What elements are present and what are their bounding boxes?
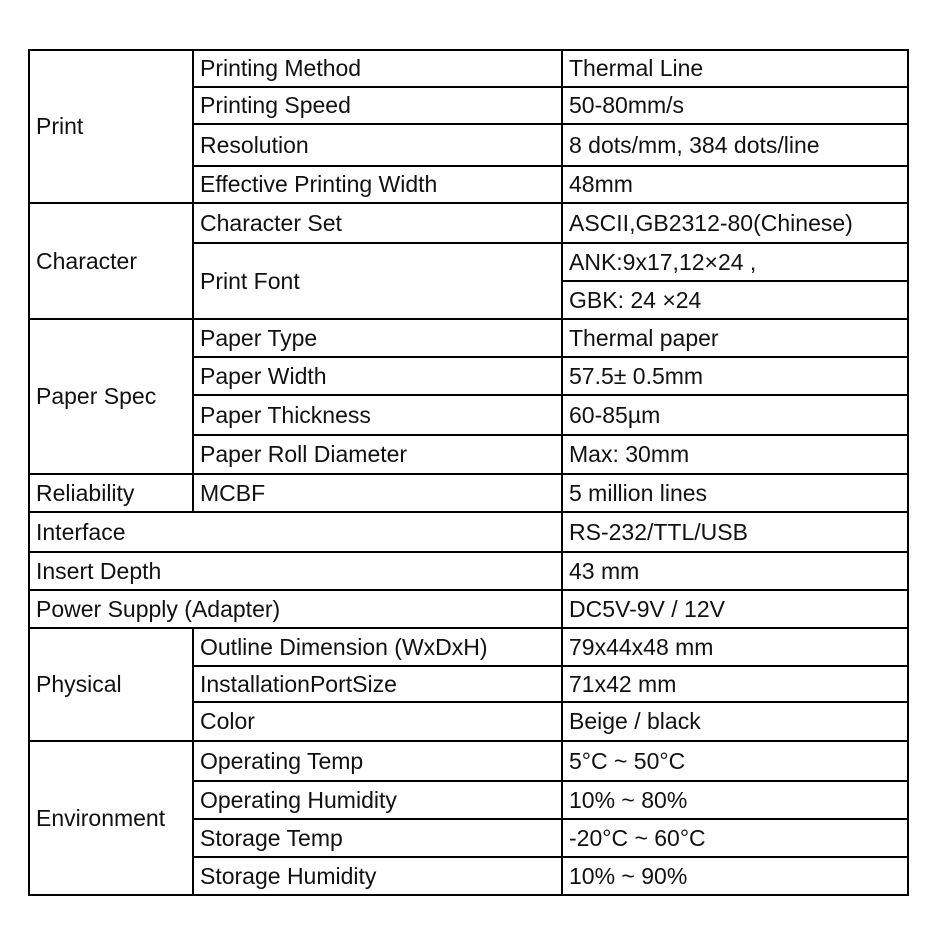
spec-value: 10% ~ 90% (562, 857, 908, 895)
table-row (29, 319, 908, 357)
spec-item: Printing Method (193, 50, 562, 87)
table-row (29, 552, 908, 590)
spec-item: Color (193, 702, 562, 741)
category-print: Print (29, 50, 193, 203)
spec-value: Max: 30mm (562, 435, 908, 474)
category-reliability: Reliability (29, 474, 193, 512)
table-row (29, 628, 908, 666)
spec-value: Thermal paper (562, 319, 908, 357)
spec-item: Printing Speed (193, 87, 562, 124)
spec-item: Resolution (193, 124, 562, 166)
spec-item: Effective Printing Width (193, 166, 562, 203)
spec-value: RS-232/TTL/USB (562, 512, 908, 552)
table-row (29, 50, 908, 87)
spec-item: Operating Humidity (193, 781, 562, 819)
spec-value: DC5V-9V / 12V (562, 590, 908, 628)
spec-value: 10% ~ 80% (562, 781, 908, 819)
spec-item: Paper Type (193, 319, 562, 357)
spec-value: 8 dots/mm, 384 dots/line (562, 124, 908, 166)
spec-value: Thermal Line (562, 50, 908, 87)
insert-depth-label: Insert Depth (29, 552, 562, 590)
spec-item: InstallationPortSize (193, 666, 562, 702)
table-row (29, 512, 908, 552)
spec-item: Print Font (193, 243, 562, 319)
interface-label: Interface (29, 512, 562, 552)
table-row (29, 590, 908, 628)
category-paper-spec: Paper Spec (29, 319, 193, 474)
spec-value: -20°C ~ 60°C (562, 819, 908, 857)
spec-item: Operating Temp (193, 741, 562, 781)
spec-value: 48mm (562, 166, 908, 203)
spec-value: 5°C ~ 50°C (562, 741, 908, 781)
table-row (29, 203, 908, 243)
spec-item: Paper Thickness (193, 395, 562, 435)
category-character: Character (29, 203, 193, 319)
spec-value: 79x44x48 mm (562, 628, 908, 666)
spec-item: Outline Dimension (WxDxH) (193, 628, 562, 666)
category-physical: Physical (29, 628, 193, 741)
spec-value: ANK:9x17,12×24 , (562, 243, 908, 281)
spec-value: ASCII,GB2312-80(Chinese) (562, 203, 908, 243)
spec-value: 71x42 mm (562, 666, 908, 702)
spec-item: Character Set (193, 203, 562, 243)
table-row (29, 741, 908, 781)
spec-value: 60-85µm (562, 395, 908, 435)
spec-item: MCBF (193, 474, 562, 512)
spec-item: Storage Humidity (193, 857, 562, 895)
spec-value: GBK: 24 ×24 (562, 281, 908, 319)
spec-value: 57.5± 0.5mm (562, 357, 908, 395)
spec-value: 43 mm (562, 552, 908, 590)
spec-value: 5 million lines (562, 474, 908, 512)
table-row (29, 474, 908, 512)
spec-item: Paper Width (193, 357, 562, 395)
power-supply-label: Power Supply (Adapter) (29, 590, 562, 628)
spec-table (28, 49, 909, 896)
spec-item: Paper Roll Diameter (193, 435, 562, 474)
spec-value: 50-80mm/s (562, 87, 908, 124)
category-environment: Environment (29, 741, 193, 895)
spec-value: Beige / black (562, 702, 908, 741)
spec-item: Storage Temp (193, 819, 562, 857)
